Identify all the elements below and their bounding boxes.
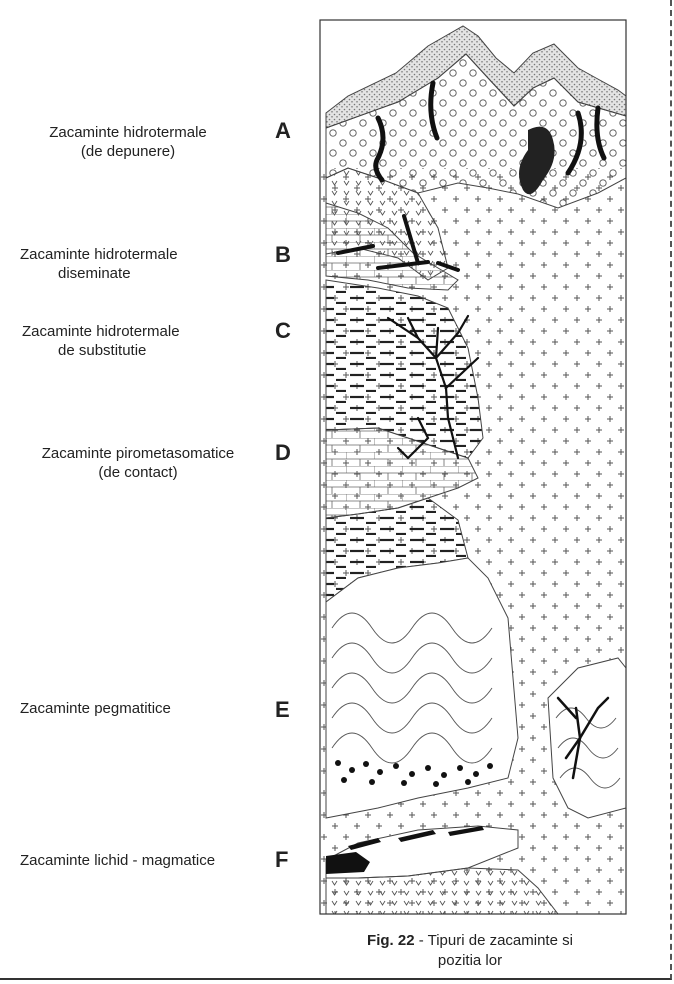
letter-f: F — [275, 847, 289, 872]
label-e — [20, 699, 240, 718]
folded-metamorphics — [326, 558, 518, 818]
label-a-line2: (de depunere) — [80, 143, 176, 160]
caption-text-line1: - Tipuri de zacaminte si — [414, 932, 573, 949]
geological-cross-section — [318, 18, 630, 916]
label-f-line1: Zacaminte lichid - magmatice — [20, 852, 216, 869]
caption-text-line2: pozitia lor — [437, 952, 503, 969]
label-c-line2: de substitutie — [58, 342, 147, 359]
label-b-line1: Zacaminte hidrotermale — [20, 246, 178, 263]
label-b — [20, 245, 250, 283]
caption-line1 — [340, 931, 600, 951]
label-c — [22, 322, 252, 360]
label-d-line1: Zacaminte pirometasomatice — [41, 445, 235, 462]
letter-a: A — [275, 118, 291, 143]
label-f — [20, 851, 270, 870]
figure-caption — [340, 931, 600, 971]
label-a — [18, 123, 238, 161]
caption-fig-number: Fig. 22 — [367, 932, 415, 949]
label-d-line2: (de contact) — [98, 464, 178, 481]
label-a-line1: Zacaminte hidrotermale — [49, 124, 207, 141]
label-c-line1: Zacaminte hidrotermale — [22, 323, 180, 340]
label-d — [18, 444, 258, 482]
letter-e: E — [275, 697, 290, 722]
letter-b: B — [275, 242, 291, 267]
letter-d: D — [275, 440, 291, 465]
letter-c: C — [275, 318, 291, 343]
label-b-line2: diseminate — [58, 265, 131, 282]
label-e-line1: Zacaminte pegmatitice — [20, 700, 171, 717]
